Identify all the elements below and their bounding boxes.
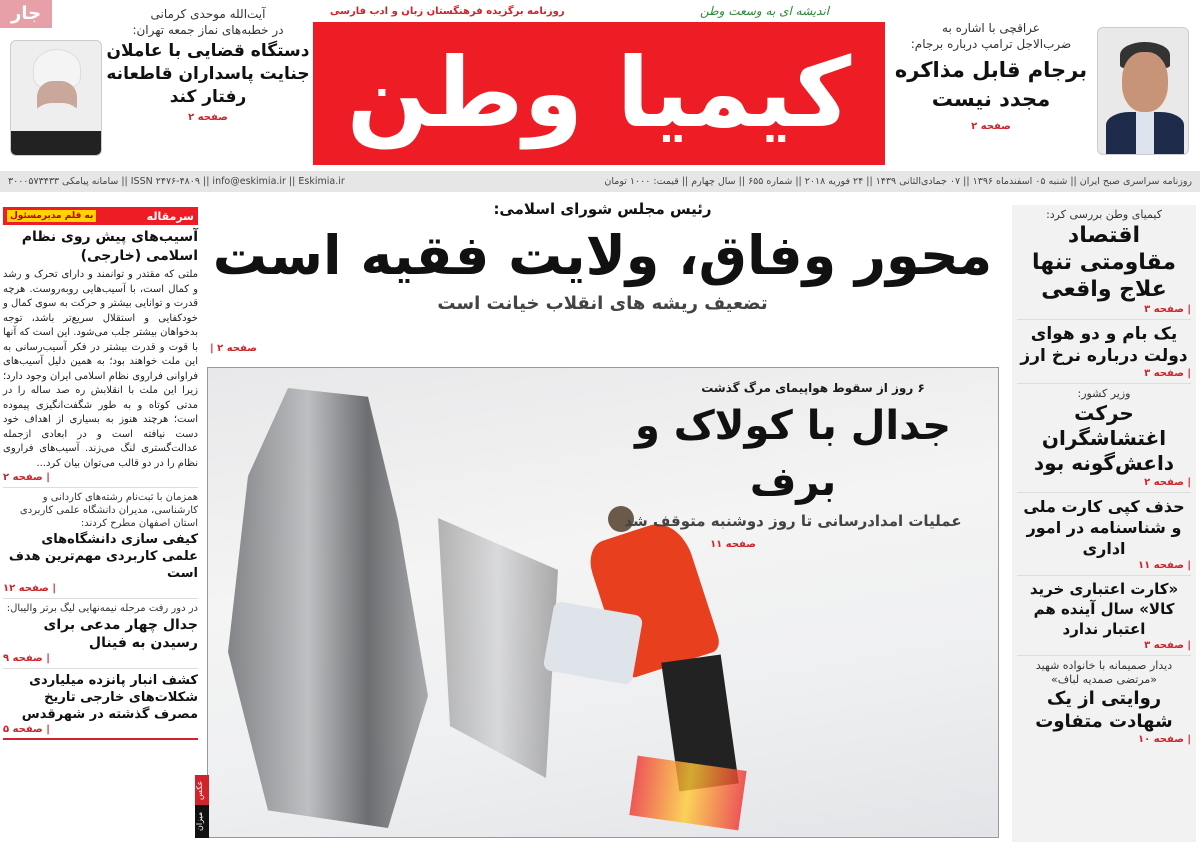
story-headline[interactable]: جدال چهار مدعی برای رسیدن به فینال — [43, 617, 198, 651]
story-kicker: آیت‌الله موحدی کرمانی — [150, 7, 266, 21]
page-ref: | صفحه ۱۱ — [1138, 560, 1191, 571]
story-headline[interactable]: جدال با کولاک و برف — [634, 403, 952, 505]
story-kicker: وزیر کشور: — [1077, 387, 1131, 400]
page-ref: | صفحه ۳ — [1144, 640, 1191, 651]
lead-story[interactable] — [205, 198, 1000, 316]
right-column — [1012, 205, 1196, 842]
left-story-2[interactable] — [3, 602, 198, 665]
story-kicker: در دور رفت مرحله نیمه‌نهایی لیگ برتر والیبال: — [6, 603, 198, 614]
masthead-slogan: اندیشه ای به وسعت وطن — [700, 4, 830, 18]
lead-headline[interactable]: محور وفاق، ولایت فقیه است — [212, 224, 993, 287]
story-kicker: کیمیای وطن بررسی کرد: — [1046, 208, 1162, 221]
top-left-story[interactable] — [106, 6, 310, 124]
page-ref: | صفحه ۲ — [3, 472, 50, 483]
story-headline[interactable]: «کارت اعتباری خرید کالا» سال آینده هم اعتبار ندارد — [1029, 580, 1179, 638]
section-label: سرمقاله — [146, 209, 194, 223]
page-ref: صفحه ۲ — [188, 112, 228, 123]
right-story-4[interactable] — [1017, 496, 1191, 572]
right-story-6[interactable] — [1017, 659, 1191, 746]
right-story-2[interactable] — [1017, 323, 1191, 380]
story-headline[interactable]: برجام قابل مذاکره مجدد نیست — [894, 58, 1088, 111]
right-story-5[interactable] — [1017, 579, 1191, 652]
story-kicker: همزمان با ثبت‌نام رشته‌های کاردانی و کارشناسی، مدیران دانشگاه علمی کاربردی استان اصفهان مطرح کردند: — [19, 492, 198, 529]
lead-kicker: رئیس مجلس شورای اسلامی: — [493, 200, 712, 218]
page-ref: | صفحه ۱۲ — [3, 583, 56, 594]
page-ref: | صفحه ۲ — [210, 343, 257, 354]
page-ref: صفحه ۲ — [971, 121, 1011, 132]
story-headline[interactable]: کیفی سازی دانشگاه‌های علمی کاربردی مهم‌ترین هدف است — [8, 532, 198, 581]
contact-details[interactable]: ISSN ۲۴۷۶-۴۸۰۹ || info@eskimia.ir || Eskimia.ir || سامانه پیامکی ۳۰۰۰۵۷۳۴۳۳ — [8, 176, 345, 187]
story-headline[interactable]: اقتصاد مقاومتی تنها علاج واقعی — [1032, 223, 1176, 302]
photo-story[interactable] — [598, 378, 988, 551]
page-ref: | صفحه ۲ — [1144, 477, 1191, 488]
masthead-motto: روزنامه برگزیده فرهنگستان زبان و ادب فارسی — [330, 6, 565, 17]
story-headline[interactable]: کشف انبار پانزده میلیاردی شکلات‌های خارجی تاریخ مصرف گذشته در شهرقدس — [21, 673, 198, 722]
story-headline[interactable]: روایتی از یک شهادت متفاوت — [1035, 688, 1173, 732]
page-ref: | صفحه ۵ — [3, 724, 50, 735]
top-right-story[interactable] — [893, 20, 1089, 133]
left-story-1[interactable] — [3, 491, 198, 595]
left-story-3[interactable] — [3, 672, 198, 736]
jar-tag: جار — [0, 0, 52, 28]
story-kicker: در خطبه‌های نماز جمعه تهران: — [132, 23, 284, 37]
photo-credit-label: عکس — [195, 775, 209, 805]
page-ref: صفحه ۱۱ — [710, 539, 756, 550]
araghchi-portrait-photo — [1097, 27, 1189, 155]
story-kicker: ضرب‌الاجل ترامپ درباره برجام: — [910, 37, 1072, 51]
story-kicker: ۶ روز از سقوط هواپیمای مرگ گذشت — [701, 381, 925, 395]
byline-tag: به قلم مدیرمسئول — [7, 210, 96, 222]
story-headline[interactable]: دستگاه قضایی با عاملان جنایت پاسداران قاطعانه رفتار کند — [106, 41, 310, 107]
story-kicker: دیدار صمیمانه با خانواده شهید «مرتضی صمدیه لباف» — [1035, 659, 1173, 686]
issue-details: روزنامه سراسری صبح ایران || شنبه ۰۵ اسفندماه ۱۳۹۶ || ۰۷ جمادی‌الثانی ۱۴۳۹ || ۲۴ فوریه ۲۰۱۸ || شماره ۶۵۵ || سال چهارم || قیمت: ۱۰۰۰ تومان — [604, 176, 1192, 187]
page-ref: | صفحه ۱۰ — [1138, 734, 1191, 745]
page-ref: | صفحه ۳ — [1144, 304, 1191, 315]
story-kicker: عراقچی با اشاره به — [942, 21, 1040, 35]
story-headline[interactable]: یک بام و دو هوای دولت درباره نرخ ارز — [1020, 324, 1188, 366]
story-headline[interactable]: حذف کپی کارت ملی و شناسنامه در امور اداری — [1023, 497, 1185, 558]
editorial-header — [3, 207, 198, 225]
right-story-1[interactable] — [1017, 208, 1191, 316]
cleric-portrait-photo — [10, 40, 102, 156]
plane-crash-snow-photo — [207, 367, 999, 838]
lead-subhead: تضعیف ریشه های انقلاب خیانت است — [437, 293, 768, 314]
editorial-body: ملتی که مقتدر و توانمند و دارای تحرک و رشد و کمال است، با آسیب‌هایی روبه‌روست. هرچه قدرت و توانایی بیشتر و حرکت به سوی کمال و خودکفایی و استقلال سریع‌تر باشد، توجه بدخواهان بیشتر جلب می‌شود. این است که آنها با قوت و قدرت بیشتر در فکر آسیب‌رسانی به این ملت خواهند بود؛ به همین دلیل آسیب‌های فراوانی فراروی نظام اسلامی ایران وجود دارد؛ زیرا این ملت با انقلابش ره صد ساله را در مدتی کوتاه و به طور شگفت‌انگیزی پیموده است؛ هرچند هنوز به بسیاری از اهداف خود دست نیافته است و در ابعادی ازجمله عدالت‌گستری لنگ می‌زند. آسیب‌های فراروی نظام را در دو قالب می‌توان بیان کرد... — [3, 269, 198, 469]
story-headline[interactable]: حرکت اغتشاشگران داعش‌گونه بود — [1033, 401, 1175, 475]
left-column — [3, 207, 198, 740]
right-story-3[interactable] — [1017, 387, 1191, 489]
page-ref: | صفحه ۹ — [3, 653, 50, 664]
story-subhead: عملیات امدادرسانی تا روز دوشنبه متوقف شد — [624, 512, 962, 530]
masthead-logo: کیمیا وطن — [313, 22, 885, 165]
wreckage — [228, 388, 428, 828]
issue-info-bar — [0, 171, 1200, 192]
page-ref: | صفحه ۳ — [1144, 368, 1191, 379]
editorial-title[interactable]: آسیب‌های پیش روی نظام اسلامی (خارجی) — [21, 229, 198, 264]
photo-credit-source: میزان — [195, 805, 209, 838]
